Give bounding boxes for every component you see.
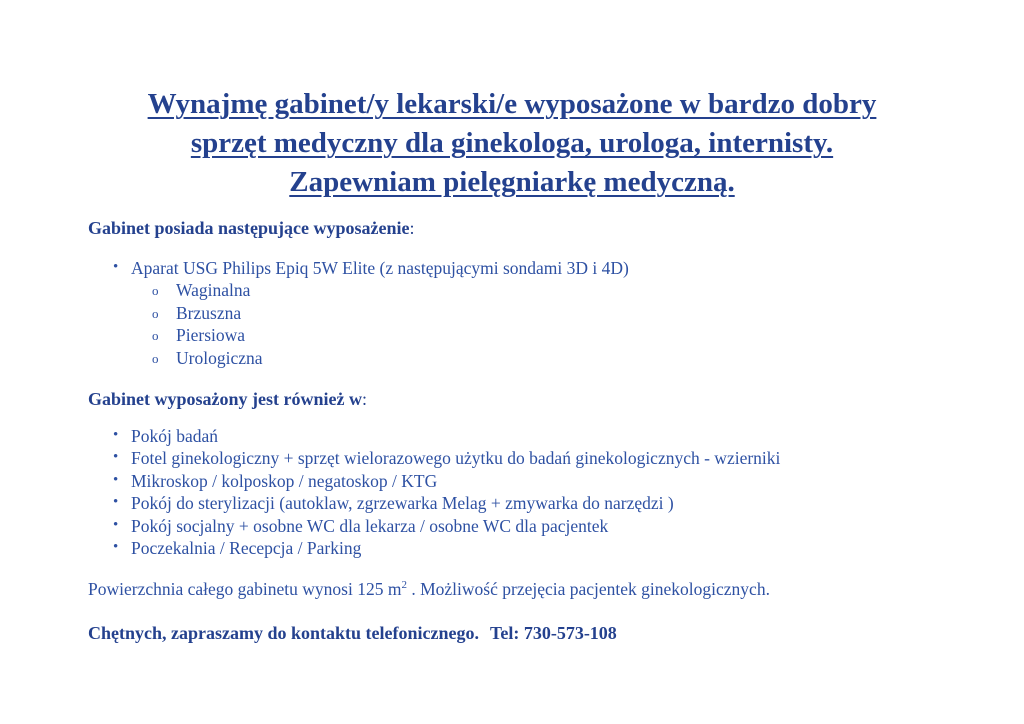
document-body: [0, 217, 1024, 644]
list-item-probe: o Urologiczna: [88, 347, 954, 369]
section-heading-rooms: Gabinet wyposażony jest również w:: [88, 389, 367, 410]
rooms-list: [88, 425, 954, 559]
list-item-room: • Pokój do sterylizacji (autoklaw, zgrzewarka Melag + zmywarka do narzędzi ): [88, 492, 954, 514]
area-note: Powierzchnia całego gabinetu wynosi 125 $m^2$ . Możliwość przejęcia pacjentek ginekologicznych.: [88, 579, 770, 600]
equipment-list: [88, 257, 954, 369]
list-item-probe: o Piersiowa: [88, 324, 954, 346]
title-line-3: Zapewniam pielęgniarkę medyczną.: [289, 166, 735, 198]
list-item-usg: • Aparat USG Philips Epiq 5W Elite (z następującymi sondami 3D i 4D): [88, 257, 954, 279]
list-item-room: • Fotel ginekologiczny + sprzęt wielorazowego użytku do badań ginekologicznych - wzierniki: [88, 447, 954, 469]
contact-line: [88, 622, 954, 644]
list-item-probe: o Brzuszna: [88, 302, 954, 324]
list-item-room: • Pokój badań: [88, 425, 954, 447]
phone-number: Tel: 730-573-108: [489, 623, 617, 644]
list-item-room: • Poczekalnia / Recepcja / Parking: [88, 537, 954, 559]
contact-text: Chętnych, zapraszamy do kontaktu telefonicznego.: [88, 623, 479, 644]
title-line-1: Wynajmę gabinet/y lekarski/e wyposażone w bardzo dobry: [147, 88, 877, 120]
document-title: [0, 85, 1024, 202]
list-item-room: • Pokój socjalny + osobne WC dla lekarza / osobne WC dla pacjentek: [88, 515, 954, 537]
list-item-room: • Mikroskop / kolposkop / negatoskop / KTG: [88, 470, 954, 492]
list-item-probe: o Waginalna: [88, 279, 954, 301]
title-line-2: sprzęt medyczny dla ginekologa, urologa, internisty.: [190, 127, 834, 159]
superscript-2: 2: [401, 579, 407, 592]
section-heading-equipment: Gabinet posiada następujące wyposażenie:: [88, 218, 415, 238]
